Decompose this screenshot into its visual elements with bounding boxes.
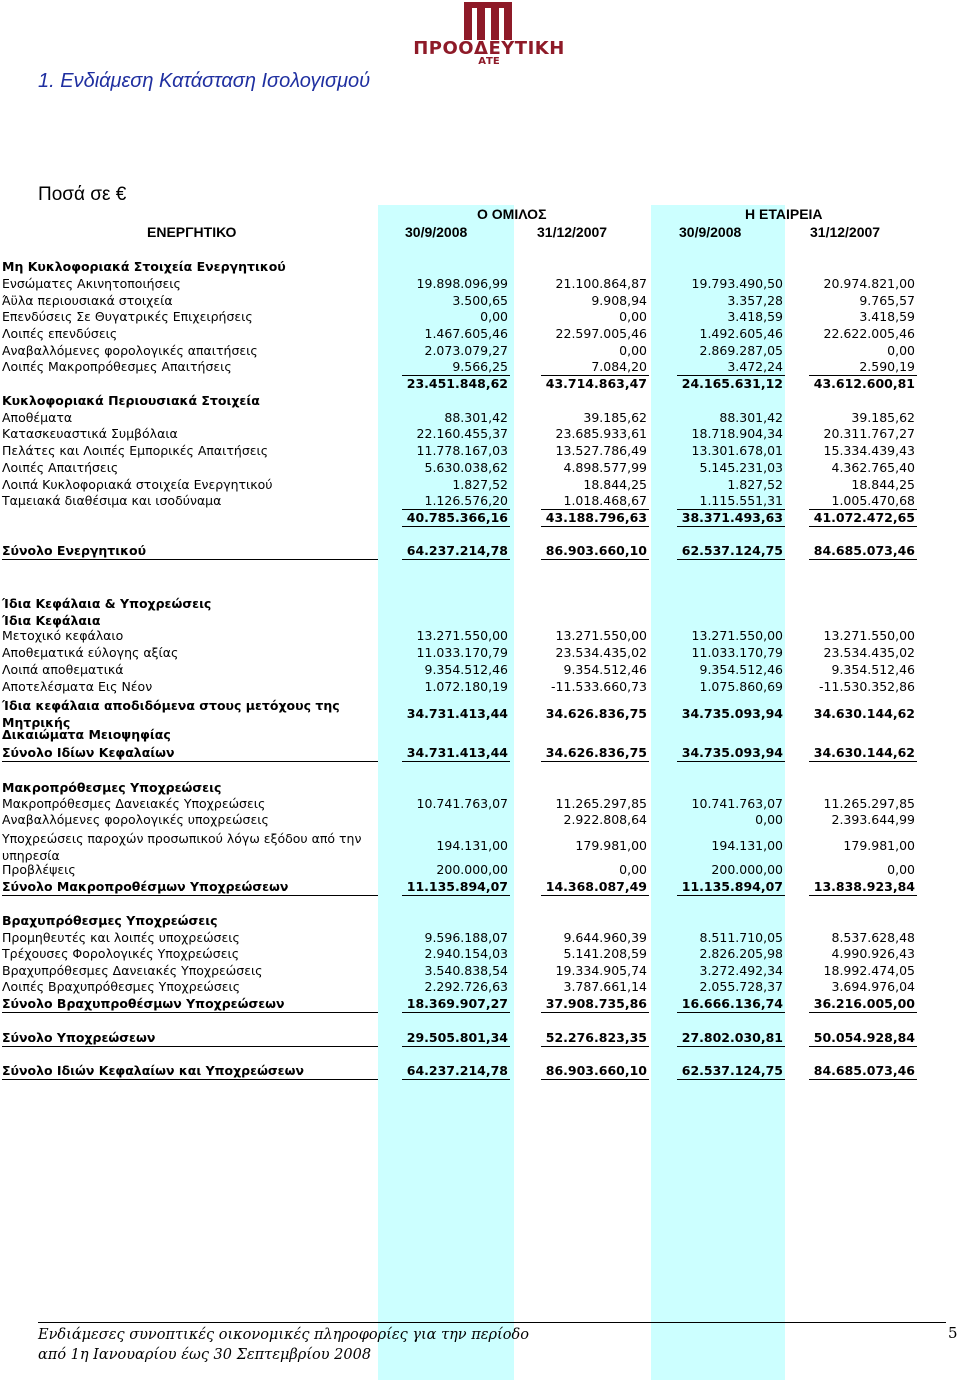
cell-value: 0,00 — [619, 309, 647, 324]
cell-value: 179.981,00 — [843, 838, 915, 853]
logo-name: ΠΡΟΟΔΕΥΤΙΚΗ — [413, 38, 565, 59]
cell-value: 2.922.808,64 — [563, 812, 647, 827]
row-label: Λοιπές επενδύσεις — [2, 326, 118, 341]
cell-value: 10.741.763,07 — [416, 796, 508, 811]
row-label: Δικαιώματα Μειοψηφίας — [2, 727, 171, 742]
total-underline — [402, 761, 510, 762]
cell-value: 84.685.073,46 — [813, 1063, 915, 1078]
cell-value: 2.393.644,99 — [831, 812, 915, 827]
total-underline — [402, 895, 510, 896]
cell-value: 2.590,19 — [859, 359, 915, 374]
cell-value: 13.271.550,00 — [691, 628, 783, 643]
cell-value: -11.533.660,73 — [551, 679, 647, 694]
cell-value: 84.685.073,46 — [813, 543, 915, 558]
cell-value: 37.908.735,86 — [545, 996, 647, 1011]
cell-value: 43.612.600,81 — [813, 376, 915, 391]
row-label: Σύνολο Ενεργητικού — [2, 543, 147, 558]
footer-line-2: από 1η Ιανουαρίου έως 30 Σεπτεμβρίου 2008 — [38, 1347, 372, 1363]
section-header-assets: ΕΝΕΡΓΗΤΙΚΟ — [147, 224, 237, 240]
cell-value: 0,00 — [619, 343, 647, 358]
cell-value: 11.033.170,79 — [691, 645, 783, 660]
total-underline — [541, 559, 649, 560]
cell-value: 0,00 — [755, 812, 783, 827]
cell-value: 5.141.208,59 — [563, 946, 647, 961]
row-label: Λοιπά Κυκλοφοριακά στοιχεία Ενεργητικού — [2, 477, 273, 492]
amounts-label: Ποσά σε € — [38, 184, 127, 205]
total-underline — [677, 1046, 785, 1047]
cell-value: 1.018.468,67 — [563, 493, 647, 508]
cell-value: 34.630.144,62 — [813, 706, 915, 721]
cell-value: 1.492.605,46 — [699, 326, 783, 341]
cell-value: 19.898.096,99 — [416, 276, 508, 291]
cell-value: 88.301,42 — [444, 410, 508, 425]
cell-value: 62.537.124,75 — [681, 1063, 783, 1078]
header-date-3: 30/9/2008 — [679, 224, 742, 240]
row-label: Αποτελέσματα Εις Νέον — [2, 679, 153, 694]
total-underline — [2, 559, 378, 560]
row-label: Ίδια Κεφάλαια & Υποχρεώσεις — [2, 596, 212, 611]
cell-value: 5.145.231,03 — [699, 460, 783, 475]
total-underline — [402, 1046, 510, 1047]
total-underline — [677, 559, 785, 560]
row-label: Άϋλα περιουσιακά στοιχεία — [2, 293, 173, 308]
cell-value: 4.362.765,40 — [831, 460, 915, 475]
total-underline — [402, 559, 510, 560]
cell-value: 36.216.005,00 — [813, 996, 915, 1011]
cell-value: 23.534.435,02 — [823, 645, 915, 660]
cell-value: 18.369.907,27 — [406, 996, 508, 1011]
total-underline — [677, 1012, 785, 1013]
cell-value: 11.033.170,79 — [416, 645, 508, 660]
total-underline — [809, 1079, 917, 1080]
total-underline — [677, 1079, 785, 1080]
cell-value: 13.527.786,49 — [555, 443, 647, 458]
cell-value: 8.511.710,05 — [699, 930, 783, 945]
cell-value: 34.735.093,94 — [681, 706, 783, 721]
cell-value: 27.802.030,81 — [681, 1030, 783, 1045]
header-group: Ο ΟΜΙΛΟΣ — [477, 206, 547, 222]
total-underline — [541, 895, 649, 896]
cell-value: 3.472,24 — [727, 359, 783, 374]
logo-sub: ΑΤΕ — [478, 56, 500, 67]
page-title: 1. Ενδιάμεση Κατάσταση Ισολογισμού — [38, 70, 371, 92]
cell-value: 43.714.863,47 — [545, 376, 647, 391]
row-label: Μετοχικό κεφάλαιο — [2, 628, 124, 643]
cell-value: 9.354.512,46 — [831, 662, 915, 677]
cell-value: 23.451.848,62 — [406, 376, 508, 391]
total-underline — [402, 1012, 510, 1013]
row-label: Ίδια Κεφάλαια — [2, 613, 101, 628]
cell-value: 18.844,25 — [583, 477, 647, 492]
cell-value: 22.160.455,37 — [416, 426, 508, 441]
cell-value: 5.630.038,62 — [424, 460, 508, 475]
total-underline — [809, 761, 917, 762]
total-underline — [541, 1012, 649, 1013]
footer-text — [38, 1325, 529, 1365]
cell-value: 16.666.136,74 — [681, 996, 783, 1011]
cell-value: 1.467.605,46 — [424, 326, 508, 341]
cell-value: 3.418,59 — [859, 309, 915, 324]
row-label: Προμηθευτές και λοιπές υποχρεώσεις — [2, 930, 240, 945]
header-date-2: 31/12/2007 — [537, 224, 608, 240]
cell-value: 23.534.435,02 — [555, 645, 647, 660]
row-label: Αποθεματικά εύλογης αξίας — [2, 645, 179, 660]
page-number: 5 — [948, 1324, 958, 1342]
row-label: Μακροπρόθεσμες Υποχρεώσεις — [2, 780, 222, 795]
cell-value: 29.505.801,34 — [406, 1030, 508, 1045]
cell-value: 14.368.087,49 — [545, 879, 647, 894]
row-label: Λοιπές Βραχυπρόθεσμες Υποχρεώσεις — [2, 979, 241, 994]
row-label: Ίδια κεφάλαια αποδιδόμενα στους μετόχους της Μητρικής — [2, 698, 340, 730]
logo-mark-icon — [464, 2, 512, 40]
header-date-4: 31/12/2007 — [810, 224, 881, 240]
row-label: Πελάτες και Λοιπές Εμπορικές Απαιτήσεις — [2, 443, 269, 458]
cell-value: 3.787.661,14 — [563, 979, 647, 994]
row-label: Τρέχουσες Φορολογικές Υποχρεώσεις — [2, 946, 240, 961]
total-underline — [2, 761, 378, 762]
row-label: Επενδύσεις Σε Θυγατρικές Επιχειρήσεις — [2, 309, 253, 324]
cell-value: 39.185,62 — [583, 410, 647, 425]
cell-value: 179.981,00 — [575, 838, 647, 853]
cell-value: 4.898.577,99 — [563, 460, 647, 475]
cell-value: 1.072.180,19 — [424, 679, 508, 694]
total-underline — [541, 1046, 649, 1047]
cell-value: 11.135.894,07 — [681, 879, 783, 894]
cell-value: 194.131,00 — [436, 838, 508, 853]
total-underline — [402, 1079, 510, 1080]
total-underline — [2, 1012, 378, 1013]
cell-value: 22.622.005,46 — [823, 326, 915, 341]
cell-value: 62.537.124,75 — [681, 543, 783, 558]
cell-value: 3.418,59 — [727, 309, 783, 324]
row-label: Σύνολο Ιδίων Κεφαλαίων — [2, 745, 175, 760]
footer-line-1: Ενδιάμεσες συνοπτικές οικονομικές πληροφορίες για την περίοδο — [38, 1327, 529, 1343]
cell-value: 13.838.923,84 — [813, 879, 915, 894]
total-underline — [2, 1046, 378, 1047]
total-underline — [541, 1079, 649, 1080]
cell-value: 0,00 — [619, 862, 647, 877]
cell-value: 13.301.678,01 — [691, 443, 783, 458]
cell-value: 2.826.205,98 — [699, 946, 783, 961]
total-underline — [541, 761, 649, 762]
cell-value: 200.000,00 — [711, 862, 783, 877]
cell-value: 18.718.904,34 — [691, 426, 783, 441]
cell-value: 9.908,94 — [591, 293, 647, 308]
total-underline — [677, 761, 785, 762]
cell-value: 3.500,65 — [452, 293, 508, 308]
header-company: Η ΕΤΑΙΡΕΙΑ — [745, 206, 823, 222]
total-underline — [677, 526, 785, 527]
cell-value: 52.276.823,35 — [545, 1030, 647, 1045]
cell-value: 34.630.144,62 — [813, 745, 915, 760]
cell-value: 0,00 — [480, 309, 508, 324]
cell-value: 9.644.960,39 — [563, 930, 647, 945]
row-label: Λοιπές Μακροπρόθεσμες Απαιτήσεις — [2, 359, 232, 374]
cell-value: 86.903.660,10 — [545, 1063, 647, 1078]
row-label: Λοιπές Απαιτήσεις — [2, 460, 119, 475]
total-underline — [541, 526, 649, 527]
cell-value: 40.785.366,16 — [406, 510, 508, 525]
row-label: Λοιπά αποθεματικά — [2, 662, 124, 677]
cell-value: 15.334.439,43 — [823, 443, 915, 458]
cell-value: 21.100.864,87 — [555, 276, 647, 291]
row-label: Υποχρεώσεις παροχών προσωπικού λόγω εξόδου από την υπηρεσία — [2, 831, 362, 863]
cell-value: 1.827,52 — [452, 477, 508, 492]
cell-value: 64.237.214,78 — [406, 543, 508, 558]
footer-divider — [38, 1322, 946, 1323]
cell-value: 9.354.512,46 — [563, 662, 647, 677]
cell-value: 2.869.287,05 — [699, 343, 783, 358]
cell-value: 19.793.490,50 — [691, 276, 783, 291]
row-label: Ταμειακά διαθέσιμα και ισοδύναμα — [2, 493, 222, 508]
cell-value: 8.537.628,48 — [831, 930, 915, 945]
total-underline — [809, 1046, 917, 1047]
row-label: Σύνολο Υποχρεώσεων — [2, 1030, 156, 1045]
cell-value: 38.371.493,63 — [681, 510, 783, 525]
row-label: Σύνολο Μακροπροθέσμων Υποχρεώσεων — [2, 879, 289, 894]
row-label: Βραχυπρόθεσμες Δανειακές Υποχρεώσεις — [2, 963, 263, 978]
cell-value: 4.990.926,43 — [831, 946, 915, 961]
cell-value: 86.903.660,10 — [545, 543, 647, 558]
row-label: Ενσώματες Ακινητοποιήσεις — [2, 276, 181, 291]
cell-value: 194.131,00 — [711, 838, 783, 853]
cell-value: 9.765,57 — [859, 293, 915, 308]
cell-value: 34.735.093,94 — [681, 745, 783, 760]
row-label: Βραχυπρόθεσμες Υποχρεώσεις — [2, 913, 218, 928]
cell-value: 1.005.470,68 — [831, 493, 915, 508]
cell-value: 11.778.167,03 — [416, 443, 508, 458]
cell-value: 20.311.767,27 — [823, 426, 915, 441]
cell-value: 9.596.188,07 — [424, 930, 508, 945]
row-label: Σύνολο Βραχυπροθέσμων Υποχρεώσεων — [2, 996, 285, 1011]
cell-value: 200.000,00 — [436, 862, 508, 877]
cell-value: 11.265.297,85 — [555, 796, 647, 811]
cell-value: 3.357,28 — [727, 293, 783, 308]
row-label: Αποθέματα — [2, 410, 73, 425]
cell-value: 3.694.976,04 — [831, 979, 915, 994]
total-underline — [2, 1079, 378, 1080]
cell-value: 24.165.631,12 — [681, 376, 783, 391]
cell-value: 3.272.492,34 — [699, 963, 783, 978]
cell-value: 1.827,52 — [727, 477, 783, 492]
cell-value: 34.626.836,75 — [545, 706, 647, 721]
total-underline — [809, 1012, 917, 1013]
cell-value: 20.974.821,00 — [823, 276, 915, 291]
cell-value: 88.301,42 — [719, 410, 783, 425]
row-label: Μη Κυκλοφοριακά Στοιχεία Ενεργητικού — [2, 259, 286, 274]
cell-value: 10.741.763,07 — [691, 796, 783, 811]
total-underline — [809, 559, 917, 560]
header-date-1: 30/9/2008 — [405, 224, 468, 240]
company-logo — [386, 2, 592, 68]
cell-value: 0,00 — [887, 343, 915, 358]
total-underline — [809, 526, 917, 527]
cell-value: 34.731.413,44 — [406, 706, 508, 721]
total-underline — [2, 895, 378, 896]
row-label: Αναβαλλόμενες φορολογικές απαιτήσεις — [2, 343, 258, 358]
cell-value: 22.597.005,46 — [555, 326, 647, 341]
cell-value: 19.334.905,74 — [555, 963, 647, 978]
cell-value: 50.054.928,84 — [813, 1030, 915, 1045]
cell-value: 2.940.154,03 — [424, 946, 508, 961]
total-underline — [809, 895, 917, 896]
row-label: Κυκλοφοριακά Περιουσιακά Στοιχεία — [2, 393, 260, 408]
cell-value: 18.844,25 — [851, 477, 915, 492]
cell-value: 9.354.512,46 — [424, 662, 508, 677]
cell-value: 39.185,62 — [851, 410, 915, 425]
row-label: Σύνολο Ιδιών Κεφαλαίων και Υποχρεώσεων — [2, 1063, 305, 1078]
cell-value: 23.685.933,61 — [555, 426, 647, 441]
cell-value: 64.237.214,78 — [406, 1063, 508, 1078]
cell-value: 18.992.474,05 — [823, 963, 915, 978]
cell-value: 1.115.551,31 — [699, 493, 783, 508]
cell-value: 1.126.576,20 — [424, 493, 508, 508]
cell-value: 34.626.836,75 — [545, 745, 647, 760]
cell-value: 41.072.472,65 — [813, 510, 915, 525]
cell-value: 7.084,20 — [591, 359, 647, 374]
cell-value: 2.292.726,63 — [424, 979, 508, 994]
cell-value: 43.188.796,63 — [545, 510, 647, 525]
cell-value: 11.265.297,85 — [823, 796, 915, 811]
total-underline — [402, 526, 510, 527]
cell-value: 34.731.413,44 — [406, 745, 508, 760]
cell-value: 1.075.860,69 — [699, 679, 783, 694]
cell-value: 11.135.894,07 — [406, 879, 508, 894]
cell-value: -11.530.352,86 — [819, 679, 915, 694]
cell-value: 13.271.550,00 — [555, 628, 647, 643]
total-underline — [677, 895, 785, 896]
cell-value: 13.271.550,00 — [823, 628, 915, 643]
cell-value: 0,00 — [887, 862, 915, 877]
row-label: Κατασκευαστικά Συμβόλαια — [2, 426, 178, 441]
cell-value: 2.055.728,37 — [699, 979, 783, 994]
cell-value: 9.354.512,46 — [699, 662, 783, 677]
cell-value: 13.271.550,00 — [416, 628, 508, 643]
cell-value: 2.073.079,27 — [424, 343, 508, 358]
row-label: Αναβαλλόμενες φορολογικές υποχρεώσεις — [2, 812, 269, 827]
row-label: Προβλέψεις — [2, 862, 76, 877]
cell-value: 9.566,25 — [452, 359, 508, 374]
cell-value: 3.540.838,54 — [424, 963, 508, 978]
row-label: Μακροπρόθεσμες Δανειακές Υποχρεώσεις — [2, 796, 266, 811]
